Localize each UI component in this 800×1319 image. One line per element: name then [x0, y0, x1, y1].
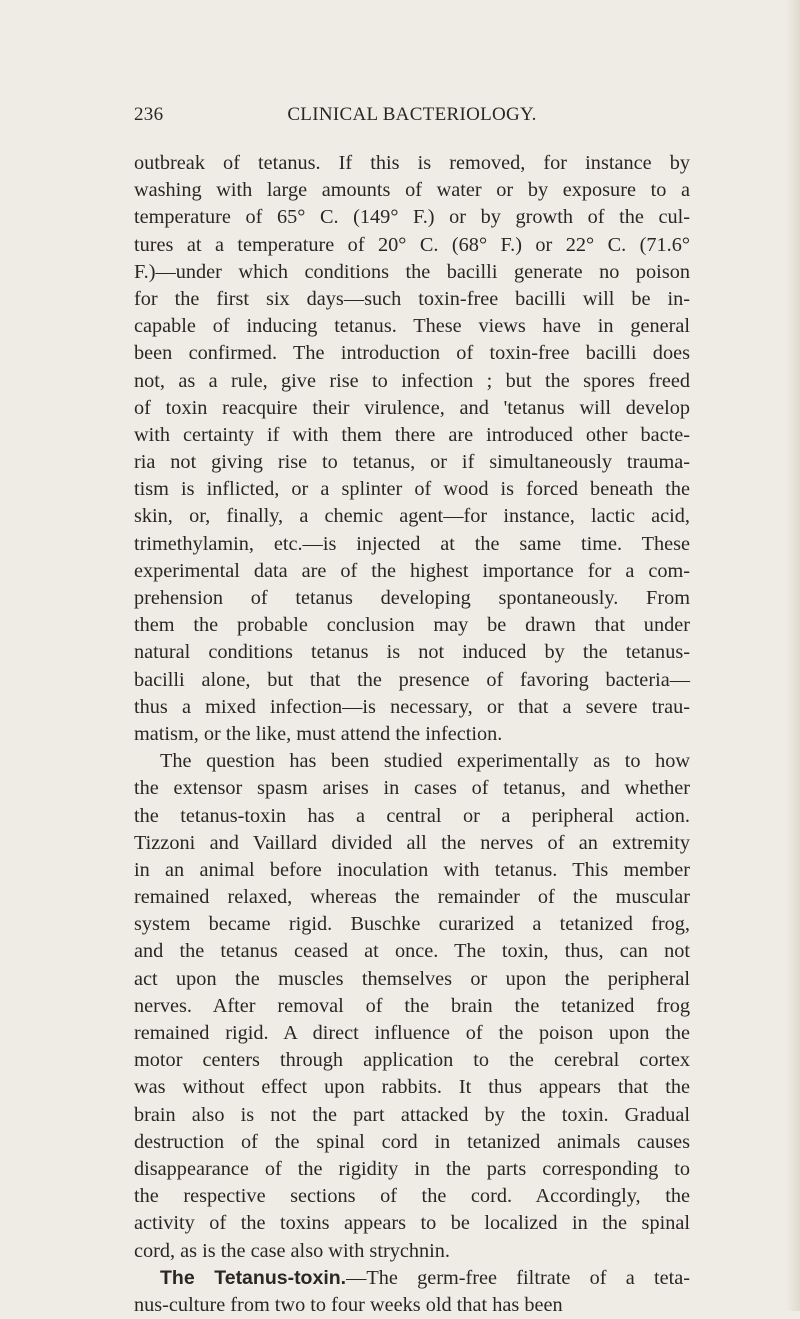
text-line: experimental data are of the highest importance for a com-	[134, 559, 690, 582]
page-header	[134, 104, 690, 134]
text-line: disappearance of the rigidity in the parts corresponding to	[134, 1157, 690, 1180]
text-line: been confirmed. The introduction of toxin-free bacilli does	[134, 342, 690, 365]
text-line: system became rigid. Buschke curarized a tetanized frog,	[134, 913, 690, 936]
text-line: them the probable conclusion may be drawn that under	[134, 614, 690, 637]
text-line: The question has been studied experimentally as to how	[160, 750, 690, 773]
text-line: matism, or the like, must attend the infection.	[134, 722, 503, 745]
text-line: for the first six days—such toxin-free bacilli will be in-	[134, 287, 690, 310]
text-line: nerves. After removal of the brain the tetanized frog	[134, 994, 690, 1017]
paragraph-1	[134, 150, 690, 748]
text-line: capable of inducing tetanus. These views have in general	[134, 315, 690, 338]
text-line: motor centers through application to the cerebral cortex	[134, 1049, 690, 1072]
text-line: not, as a rule, give rise to infection ; but the spores freed	[134, 369, 690, 392]
text-line: washing with large amounts of water or by exposure to a	[134, 179, 690, 202]
text-line: in an animal before inoculation with tetanus. This member	[134, 858, 690, 881]
text-line: destruction of the spinal cord in tetanized animals causes	[134, 1130, 690, 1153]
text-line: skin, or, finally, a chemic agent—for instance, lactic acid,	[134, 505, 690, 528]
text-line: nus-culture from two to four weeks old that has been	[134, 1293, 563, 1316]
text-line: F.)—under which conditions the bacilli generate no poison	[134, 260, 690, 283]
text-line: temperature of 65° C. (149° F.) or by growth of the cul-	[134, 206, 690, 229]
text-line: bacilli alone, but that the presence of favoring bacteria—	[134, 668, 690, 691]
text-line: the tetanus-toxin has a central or a peripheral action.	[134, 804, 690, 827]
section-heading: The Tetanus-toxin.	[160, 1266, 347, 1289]
text-line: act upon the muscles themselves or upon the peripheral	[134, 967, 690, 990]
text-line: remained rigid. A direct influence of the poison upon the	[134, 1022, 690, 1044]
text-line: of toxin reacquire their virulence, and 'tetanus will develop	[134, 396, 690, 419]
text-line: tism is inflicted, or a splinter of wood is forced beneath the	[134, 478, 690, 501]
text-line: natural conditions tetanus is not induced by the tetanus-	[134, 641, 690, 664]
text-line: the extensor spasm arises in cases of tetanus, and whether	[134, 777, 690, 800]
text-line: ria not giving rise to tetanus, or if simultaneously trauma-	[134, 451, 690, 474]
page-edge-shadow	[786, 0, 800, 1311]
page-number: 236	[134, 104, 164, 125]
text-line: and the tetanus ceased at once. The toxin, thus, can not	[134, 940, 690, 963]
text-line: activity of the toxins appears to be localized in the spinal	[134, 1212, 690, 1235]
text-line: the respective sections of the cord. Accordingly, the	[134, 1185, 690, 1208]
text-line: with certainty if with them there are introduced other bacte-	[134, 423, 690, 446]
text-line: brain also is not the part attacked by the toxin. Gradual	[134, 1103, 690, 1126]
text-line: trimethylamin, etc.—is injected at the same time. These	[134, 532, 690, 555]
running-head: CLINICAL BACTERIOLOGY.	[287, 104, 537, 125]
text-line: was without effect upon rabbits. It thus appears that the	[134, 1076, 690, 1099]
text-line: remained relaxed, whereas the remainder of the muscular	[134, 886, 690, 909]
text-line: tures at a temperature of 20° C. (68° F.) or 22° C. (71.6°	[134, 233, 690, 256]
body-text	[134, 150, 690, 1319]
text-line: thus a mixed infection—is necessary, or that a severe trau-	[134, 695, 690, 718]
paragraph-2	[134, 748, 690, 1265]
heading-line-rest: —The germ-free filtrate of a teta-	[346, 1266, 690, 1289]
text-line: prehension of tetanus developing spontaneously. From	[134, 587, 690, 609]
text-line	[134, 1265, 690, 1292]
text-line: outbreak of tetanus. If this is removed, for instance by	[134, 152, 690, 174]
text-line: cord, as is the case also with strychnin.	[134, 1239, 450, 1262]
text-line: Tizzoni and Vaillard divided all the nerves of an extremity	[134, 831, 690, 854]
